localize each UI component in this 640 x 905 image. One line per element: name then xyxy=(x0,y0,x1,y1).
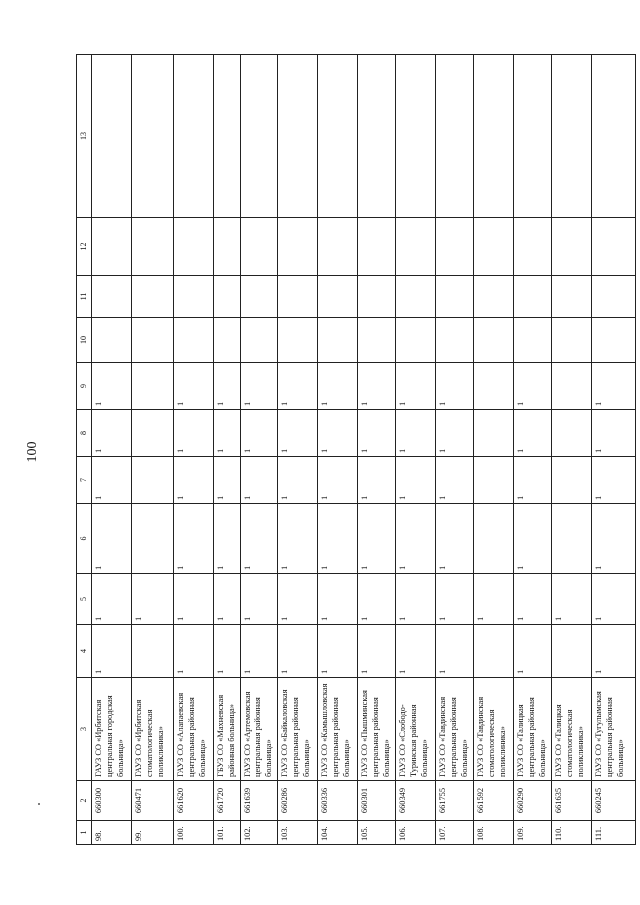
value-col-4: 1 xyxy=(317,625,357,678)
value-col-12 xyxy=(357,218,395,276)
value-col-5: 1 xyxy=(435,574,473,625)
value-col-13 xyxy=(240,55,277,218)
value-col-7: 1 xyxy=(357,457,395,504)
value-col-8: 1 xyxy=(357,410,395,457)
col-header-10: 10 xyxy=(77,318,92,363)
facility-name: ГАУЗ СО «Артемовская центральная районная больница» xyxy=(240,678,277,781)
value-col-9 xyxy=(132,363,174,410)
row-number: 105. xyxy=(357,821,395,845)
value-col-8 xyxy=(473,410,513,457)
facility-name: ГАУЗ СО «Алапаевская центральная районная больница» xyxy=(174,678,214,781)
value-col-13 xyxy=(513,55,551,218)
value-col-11 xyxy=(395,276,435,318)
table-row xyxy=(240,55,277,845)
value-col-6 xyxy=(473,504,513,574)
value-col-13 xyxy=(435,55,473,218)
value-col-8: 1 xyxy=(240,410,277,457)
value-col-12 xyxy=(174,218,214,276)
value-col-5: 1 xyxy=(277,574,317,625)
value-col-11 xyxy=(174,276,214,318)
value-col-13 xyxy=(357,55,395,218)
value-col-8: 1 xyxy=(174,410,214,457)
table-row xyxy=(435,55,473,845)
facility-name: ГАУЗ СО «Пышминская центральная районная больница» xyxy=(357,678,395,781)
value-col-6: 1 xyxy=(395,504,435,574)
col-header-3: 3 xyxy=(77,678,92,781)
facility-name: ГАУЗ СО «Байкаловская центральная районная больница» xyxy=(277,678,317,781)
value-col-6: 1 xyxy=(92,504,132,574)
value-col-4: 1 xyxy=(357,625,395,678)
facility-name: ГАУЗ СО «Ирбитская центральная городская больница» xyxy=(92,678,132,781)
facility-name: ГАУЗ СО «Камышловская центральная районная больница» xyxy=(317,678,357,781)
facility-code: 660349 xyxy=(395,781,435,821)
table-row xyxy=(132,55,174,845)
value-col-12 xyxy=(473,218,513,276)
value-col-11 xyxy=(92,276,132,318)
value-col-13 xyxy=(317,55,357,218)
col-header-11: 11 xyxy=(77,276,92,318)
value-col-8: 1 xyxy=(277,410,317,457)
value-col-8 xyxy=(132,410,174,457)
value-col-4 xyxy=(551,625,591,678)
value-col-5: 1 xyxy=(174,574,214,625)
value-col-11 xyxy=(513,276,551,318)
value-col-9: 1 xyxy=(357,363,395,410)
value-col-8: 1 xyxy=(591,410,635,457)
facility-name: ГАУЗ СО «Талицкая центральная районная больница» xyxy=(513,678,551,781)
value-col-7 xyxy=(551,457,591,504)
value-col-11 xyxy=(473,276,513,318)
col-header-5: 5 xyxy=(77,574,92,625)
table-row xyxy=(277,55,317,845)
value-col-6: 1 xyxy=(357,504,395,574)
facility-code: 660301 xyxy=(357,781,395,821)
value-col-9: 1 xyxy=(513,363,551,410)
value-col-4 xyxy=(132,625,174,678)
value-col-6: 1 xyxy=(214,504,241,574)
value-col-12 xyxy=(435,218,473,276)
value-col-5: 1 xyxy=(240,574,277,625)
value-col-8 xyxy=(551,410,591,457)
facility-name: ГАУЗ СО «Ирбитская стоматологическая поликлиника» xyxy=(132,678,174,781)
value-col-4: 1 xyxy=(513,625,551,678)
value-col-13 xyxy=(214,55,241,218)
value-col-9: 1 xyxy=(591,363,635,410)
value-col-4: 1 xyxy=(240,625,277,678)
value-col-12 xyxy=(395,218,435,276)
value-col-12 xyxy=(240,218,277,276)
value-col-11 xyxy=(132,276,174,318)
value-col-11 xyxy=(240,276,277,318)
value-col-7: 1 xyxy=(317,457,357,504)
facility-name: ГАУЗ СО «Тугулымская центральная районная больница» xyxy=(591,678,635,781)
facility-code: 660300 xyxy=(92,781,132,821)
table-row xyxy=(591,55,635,845)
value-col-7: 1 xyxy=(395,457,435,504)
value-col-8: 1 xyxy=(214,410,241,457)
row-number: 100. xyxy=(174,821,214,845)
value-col-7 xyxy=(473,457,513,504)
header-row xyxy=(77,55,92,845)
value-col-6 xyxy=(132,504,174,574)
value-col-6 xyxy=(551,504,591,574)
row-number: 99. xyxy=(132,821,174,845)
value-col-7: 1 xyxy=(435,457,473,504)
value-col-6: 1 xyxy=(513,504,551,574)
row-number: 102. xyxy=(240,821,277,845)
value-col-10 xyxy=(435,318,473,363)
col-header-13: 13 xyxy=(77,55,92,218)
facility-code: 660471 xyxy=(132,781,174,821)
page-number: 100 xyxy=(25,441,40,463)
value-col-9: 1 xyxy=(214,363,241,410)
facility-code: 660290 xyxy=(513,781,551,821)
value-col-6: 1 xyxy=(317,504,357,574)
value-col-4: 1 xyxy=(277,625,317,678)
facilities-table xyxy=(76,54,636,845)
value-col-12 xyxy=(513,218,551,276)
facility-name: ГАУЗ СО «Слободо-Туринская районная больница» xyxy=(395,678,435,781)
table-row xyxy=(214,55,241,845)
value-col-7: 1 xyxy=(174,457,214,504)
value-col-12 xyxy=(132,218,174,276)
value-col-10 xyxy=(357,318,395,363)
value-col-9 xyxy=(473,363,513,410)
value-col-10 xyxy=(551,318,591,363)
value-col-7 xyxy=(132,457,174,504)
value-col-5: 1 xyxy=(357,574,395,625)
facility-name: ГАУЗ СО «Талицкая стоматологическая поликлиника» xyxy=(551,678,591,781)
value-col-10 xyxy=(132,318,174,363)
value-col-11 xyxy=(317,276,357,318)
value-col-11 xyxy=(551,276,591,318)
value-col-12 xyxy=(551,218,591,276)
row-number: 108. xyxy=(473,821,513,845)
row-number: 110. xyxy=(551,821,591,845)
value-col-9: 1 xyxy=(240,363,277,410)
value-col-12 xyxy=(277,218,317,276)
table-row xyxy=(317,55,357,845)
value-col-9: 1 xyxy=(435,363,473,410)
col-header-4: 4 xyxy=(77,625,92,678)
value-col-13 xyxy=(395,55,435,218)
facility-code: 660245 xyxy=(591,781,635,821)
value-col-5: 1 xyxy=(551,574,591,625)
table-row xyxy=(551,55,591,845)
facility-code: 661720 xyxy=(214,781,241,821)
facility-code: 660336 xyxy=(317,781,357,821)
value-col-5: 1 xyxy=(591,574,635,625)
value-col-4: 1 xyxy=(435,625,473,678)
value-col-7: 1 xyxy=(214,457,241,504)
row-number: 109. xyxy=(513,821,551,845)
value-col-5: 1 xyxy=(132,574,174,625)
value-col-13 xyxy=(174,55,214,218)
value-col-6: 1 xyxy=(591,504,635,574)
value-col-9: 1 xyxy=(395,363,435,410)
table-row xyxy=(473,55,513,845)
value-col-5: 1 xyxy=(317,574,357,625)
value-col-9: 1 xyxy=(277,363,317,410)
value-col-8: 1 xyxy=(513,410,551,457)
value-col-7: 1 xyxy=(591,457,635,504)
value-col-10 xyxy=(473,318,513,363)
value-col-13 xyxy=(473,55,513,218)
value-col-10 xyxy=(395,318,435,363)
value-col-10 xyxy=(591,318,635,363)
value-col-8: 1 xyxy=(435,410,473,457)
table-row xyxy=(92,55,132,845)
value-col-6: 1 xyxy=(277,504,317,574)
value-col-8: 1 xyxy=(92,410,132,457)
col-header-7: 7 xyxy=(77,457,92,504)
value-col-10 xyxy=(174,318,214,363)
value-col-11 xyxy=(357,276,395,318)
facility-name: ГБУЗ СО «Махневская районная больница» xyxy=(214,678,241,781)
table-row xyxy=(513,55,551,845)
value-col-4: 1 xyxy=(92,625,132,678)
value-col-10 xyxy=(240,318,277,363)
col-header-6: 6 xyxy=(77,504,92,574)
table-row xyxy=(174,55,214,845)
value-col-9: 1 xyxy=(317,363,357,410)
value-col-8: 1 xyxy=(395,410,435,457)
value-col-10 xyxy=(513,318,551,363)
value-col-8: 1 xyxy=(317,410,357,457)
col-header-8: 8 xyxy=(77,410,92,457)
value-col-12 xyxy=(317,218,357,276)
value-col-5: 1 xyxy=(473,574,513,625)
facility-code: 660286 xyxy=(277,781,317,821)
value-col-13 xyxy=(277,55,317,218)
rotated-table-wrapper xyxy=(76,55,636,845)
value-col-6: 1 xyxy=(240,504,277,574)
row-number: 101. xyxy=(214,821,241,845)
value-col-11 xyxy=(277,276,317,318)
row-number: 111. xyxy=(591,821,635,845)
facility-name: ГАУЗ СО «Тавдинская центральная районная больница» xyxy=(435,678,473,781)
row-number: 106. xyxy=(395,821,435,845)
row-number: 103. xyxy=(277,821,317,845)
value-col-5: 1 xyxy=(513,574,551,625)
value-col-13 xyxy=(591,55,635,218)
col-header-2: 2 xyxy=(77,781,92,821)
value-col-10 xyxy=(317,318,357,363)
value-col-4: 1 xyxy=(214,625,241,678)
row-number: 107. xyxy=(435,821,473,845)
facility-name: ГАУЗ СО «Тавдинская стоматологическая поликлиника» xyxy=(473,678,513,781)
scan-speck xyxy=(38,803,40,805)
value-col-11 xyxy=(435,276,473,318)
value-col-5: 1 xyxy=(214,574,241,625)
value-col-7: 1 xyxy=(92,457,132,504)
value-col-13 xyxy=(132,55,174,218)
value-col-6: 1 xyxy=(435,504,473,574)
value-col-4: 1 xyxy=(591,625,635,678)
value-col-10 xyxy=(277,318,317,363)
value-col-11 xyxy=(214,276,241,318)
value-col-10 xyxy=(214,318,241,363)
facility-code: 661620 xyxy=(174,781,214,821)
value-col-12 xyxy=(214,218,241,276)
value-col-9 xyxy=(551,363,591,410)
value-col-5: 1 xyxy=(395,574,435,625)
table-row xyxy=(357,55,395,845)
row-number: 104. xyxy=(317,821,357,845)
value-col-4: 1 xyxy=(174,625,214,678)
value-col-9: 1 xyxy=(174,363,214,410)
facility-code: 661592 xyxy=(473,781,513,821)
table-row xyxy=(395,55,435,845)
value-col-13 xyxy=(92,55,132,218)
value-col-6: 1 xyxy=(174,504,214,574)
value-col-12 xyxy=(92,218,132,276)
col-header-9: 9 xyxy=(77,363,92,410)
col-header-12: 12 xyxy=(77,218,92,276)
value-col-4: 1 xyxy=(395,625,435,678)
value-col-13 xyxy=(551,55,591,218)
row-number: 98. xyxy=(92,821,132,845)
value-col-4 xyxy=(473,625,513,678)
facility-code: 661639 xyxy=(240,781,277,821)
value-col-7: 1 xyxy=(240,457,277,504)
value-col-9: 1 xyxy=(92,363,132,410)
facility-code: 661755 xyxy=(435,781,473,821)
value-col-12 xyxy=(591,218,635,276)
value-col-7: 1 xyxy=(513,457,551,504)
facility-code: 661635 xyxy=(551,781,591,821)
value-col-11 xyxy=(591,276,635,318)
col-header-1: 1 xyxy=(77,821,92,845)
value-col-5: 1 xyxy=(92,574,132,625)
value-col-10 xyxy=(92,318,132,363)
value-col-7: 1 xyxy=(277,457,317,504)
